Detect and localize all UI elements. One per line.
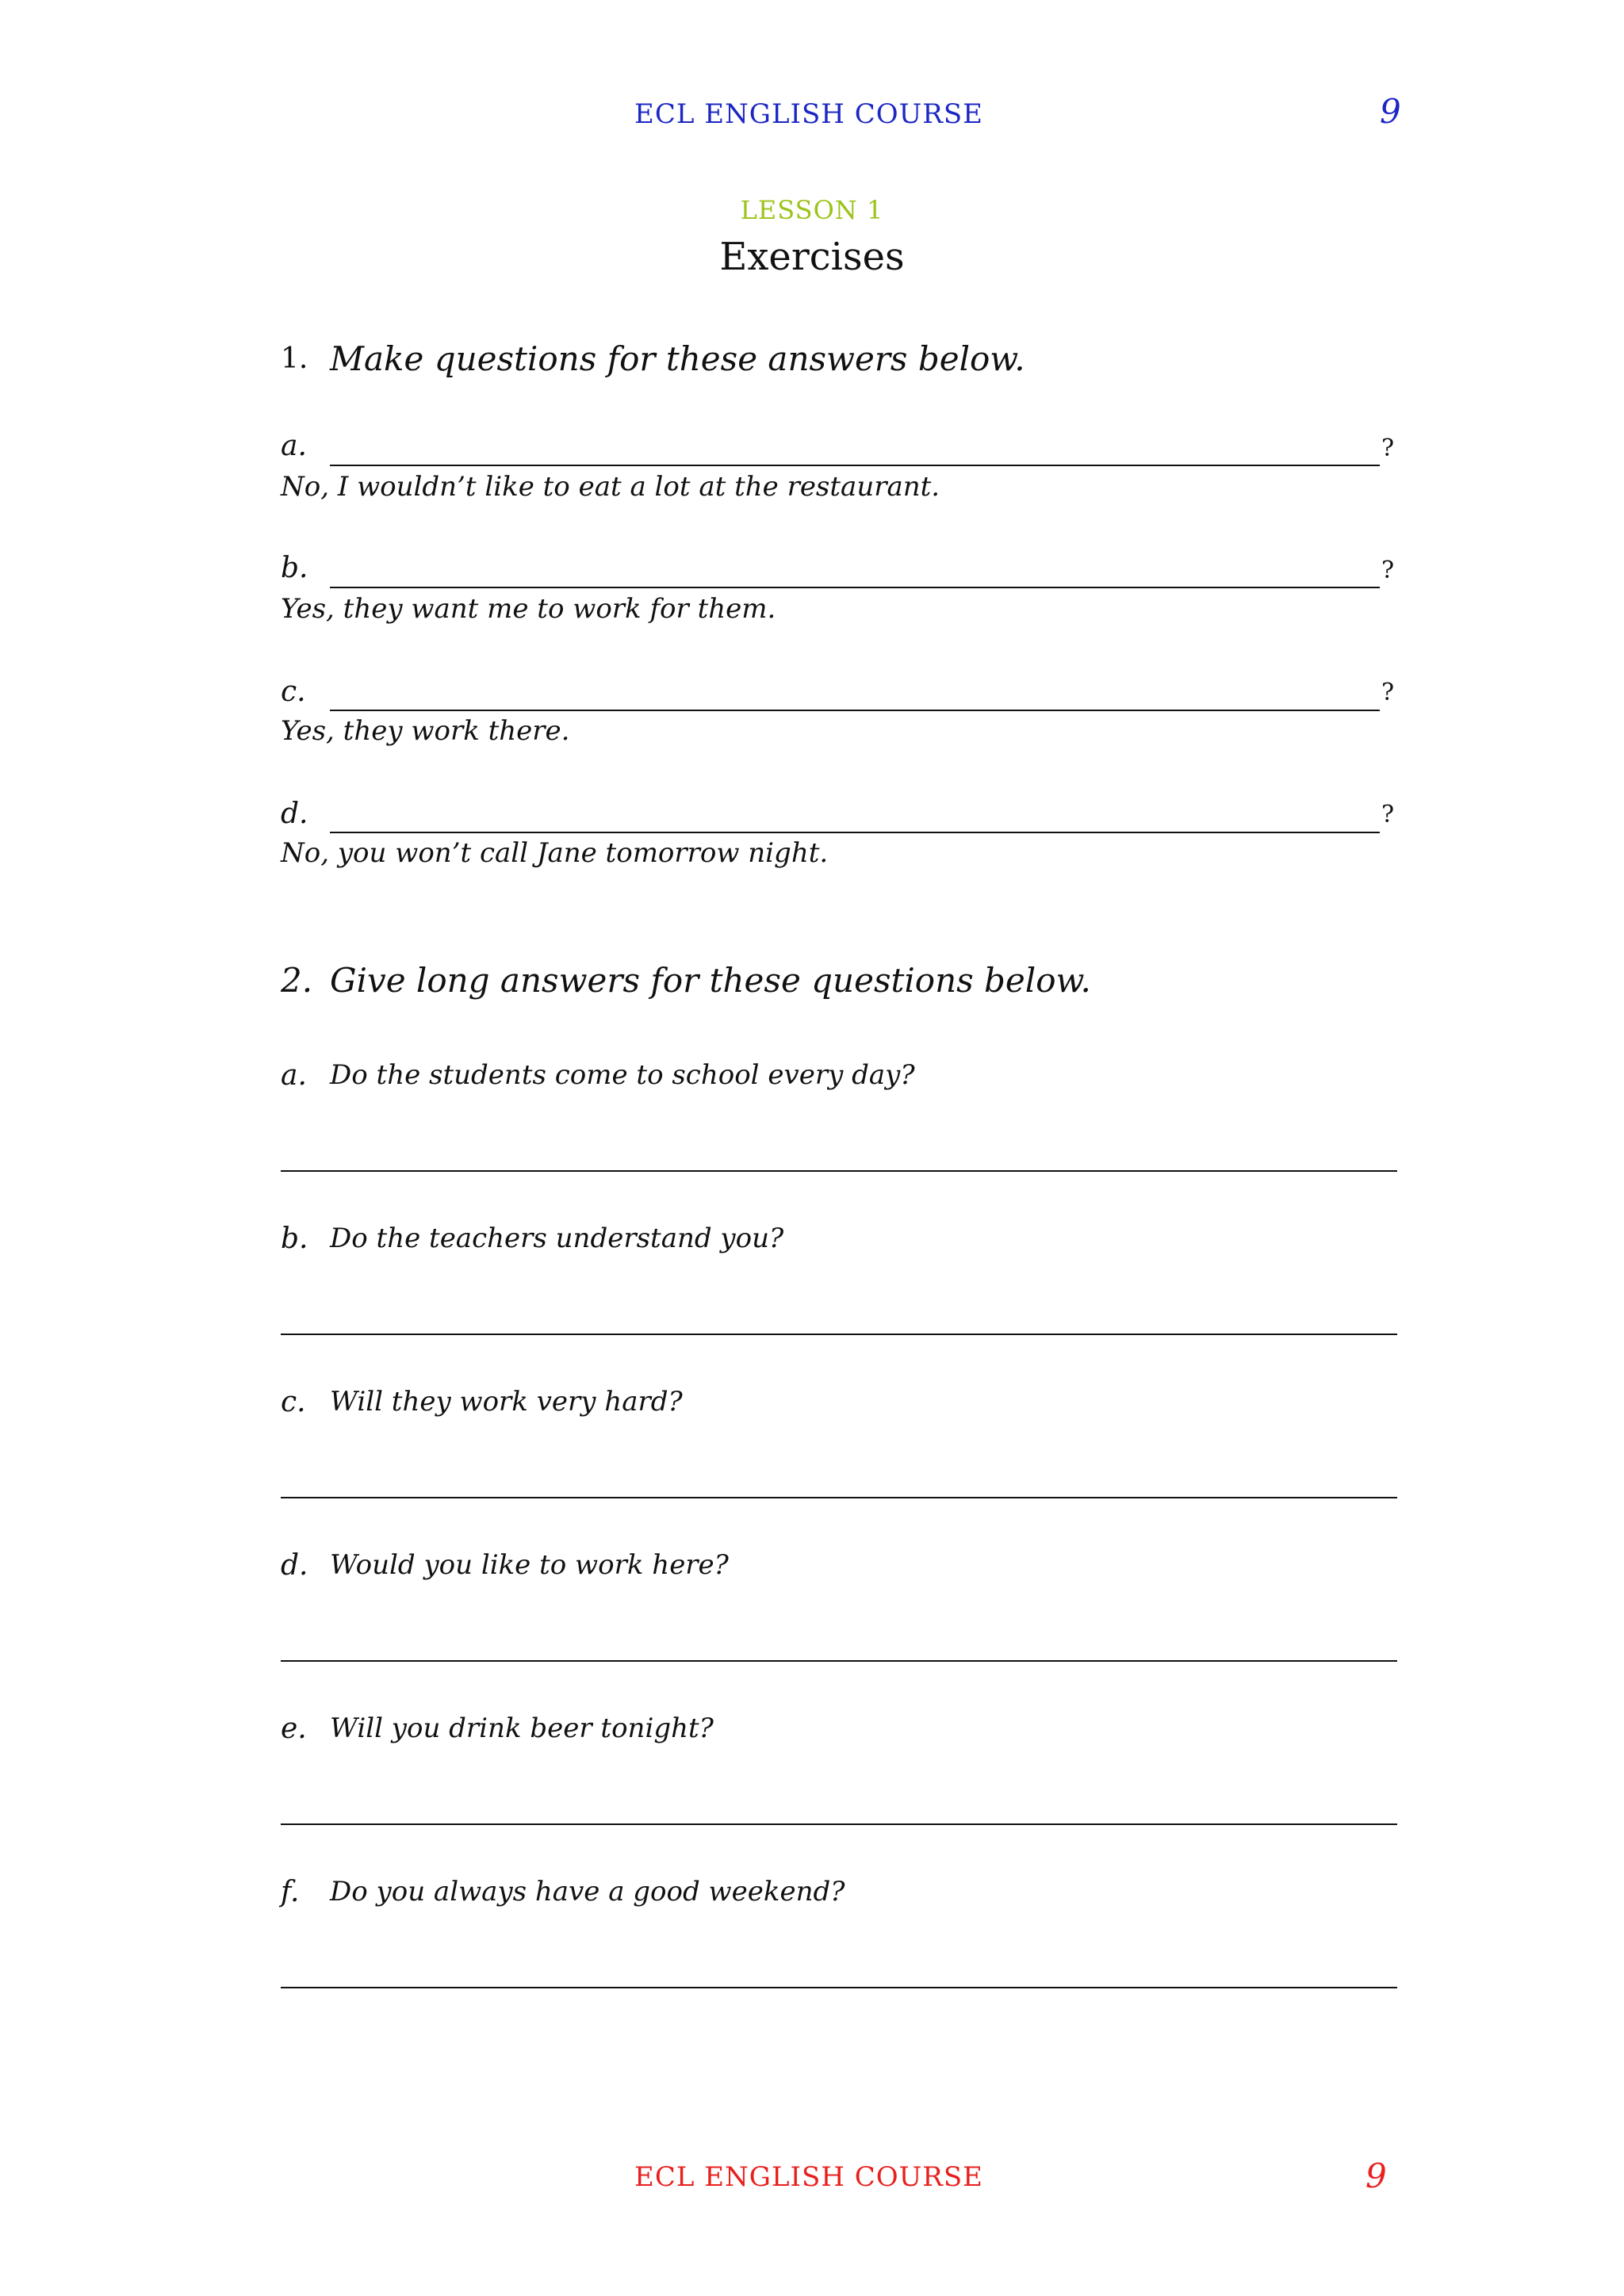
- header-page-number: 9: [1380, 92, 1401, 131]
- section1-given-answer: No, I wouldn’t like to eat a lot at the restaurant.: [281, 471, 940, 503]
- section2-item-letter: d.: [281, 1549, 308, 1582]
- section2-question: Would you like to work here?: [330, 1549, 729, 1581]
- section2-question: Will you drink beer tonight?: [330, 1712, 714, 1744]
- section1-title: Make questions for these answers below.: [330, 339, 1025, 378]
- long-answer-line[interactable]: [281, 1987, 1397, 1988]
- answer-blank-line[interactable]: [330, 587, 1380, 588]
- header-title: ECL ENGLISH COURSE: [634, 98, 983, 130]
- section1-item-letter: a.: [281, 430, 307, 462]
- section2-question: Do the students come to school every day?: [330, 1059, 915, 1091]
- section1-number: 1.: [281, 342, 308, 375]
- section2-number: 2.: [281, 961, 313, 1000]
- section1-item-letter: c.: [281, 675, 306, 708]
- long-answer-line[interactable]: [281, 1660, 1397, 1662]
- question-mark: ?: [1381, 679, 1395, 706]
- section1-item-letter: d.: [281, 798, 308, 830]
- answer-blank-line[interactable]: [330, 465, 1380, 466]
- section2-item-letter: c.: [281, 1386, 306, 1418]
- question-mark: ?: [1381, 557, 1395, 584]
- lesson-label: LESSON 1: [740, 195, 884, 225]
- long-answer-line[interactable]: [281, 1823, 1397, 1825]
- answer-blank-line[interactable]: [330, 832, 1380, 833]
- long-answer-line[interactable]: [281, 1334, 1397, 1335]
- question-mark: ?: [1381, 434, 1395, 462]
- section2-item-letter: e.: [281, 1712, 307, 1745]
- footer-title: ECL ENGLISH COURSE: [634, 2161, 983, 2193]
- page-title: Exercises: [719, 235, 905, 279]
- section1-item-letter: b.: [281, 552, 308, 584]
- section2-item-letter: f.: [281, 1876, 300, 1908]
- footer-page-number: 9: [1365, 2156, 1387, 2195]
- section2-question: Do the teachers understand you?: [330, 1223, 784, 1254]
- section2-item-letter: a.: [281, 1059, 307, 1092]
- section2-title: Give long answers for these questions below.: [330, 961, 1091, 1000]
- long-answer-line[interactable]: [281, 1170, 1397, 1172]
- section1-given-answer: No, you won’t call Jane tomorrow night.: [281, 837, 829, 869]
- answer-blank-line[interactable]: [330, 710, 1380, 711]
- long-answer-line[interactable]: [281, 1497, 1397, 1498]
- question-mark: ?: [1381, 801, 1395, 828]
- section1-given-answer: Yes, they work there.: [281, 715, 570, 747]
- section2-item-letter: b.: [281, 1223, 308, 1255]
- section1-given-answer: Yes, they want me to work for them.: [281, 593, 776, 625]
- section2-question: Do you always have a good weekend?: [330, 1876, 845, 1908]
- section2-question: Will they work very hard?: [330, 1386, 683, 1418]
